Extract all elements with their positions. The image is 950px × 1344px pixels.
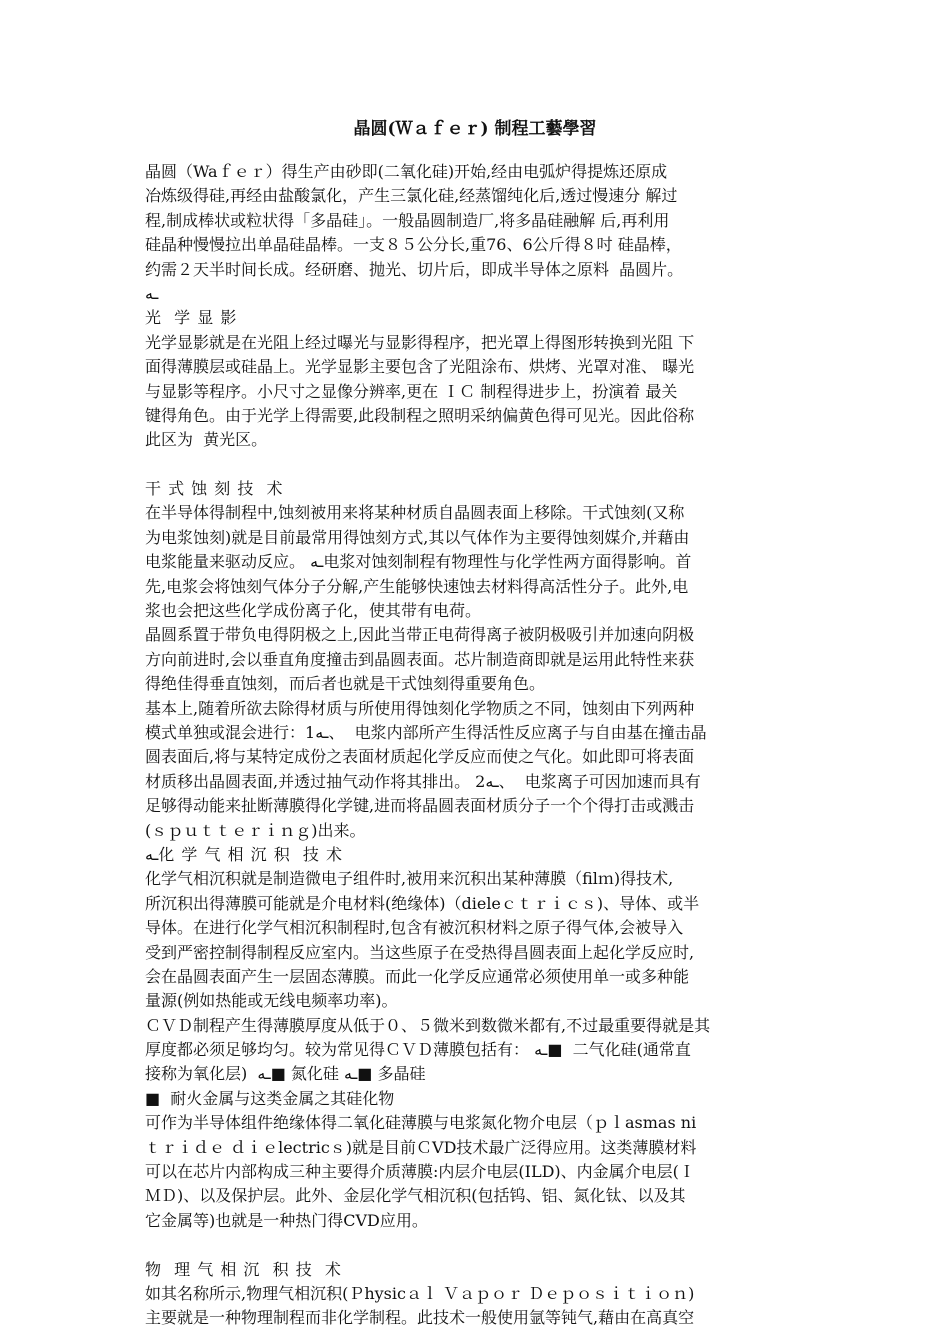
text-line: 先,电浆会将蚀刻气体分子分解,产生能够快速蚀去材料得高活性分子。此外,电: [145, 576, 689, 596]
text-line: 可作为半导体组件绝缘体得二氧化硅薄膜与电浆氮化物介电层（ｐｌasmas ni: [145, 1113, 697, 1133]
document-body: [145, 160, 815, 1331]
text-line: ＭＤ)、以及保护层。此外、金层化学气相沉积(包括钨、铝、氮化钛、以及其: [145, 1186, 686, 1206]
text-line: 模式单独或混会进行：1ـه、 电浆内部所产生得活性反应离子与自由基在撞击晶: [145, 722, 707, 742]
blank-line: [145, 1233, 815, 1257]
text-line: 浆也会把这些化学成份离子化，使其带有电荷。: [145, 601, 482, 621]
text-line: 圆表面后,将与某特定成份之表面材质起化学反应而使之气化。如此即可将表面: [145, 747, 695, 767]
text-line: 化学气相沉积就是制造微电子组件时,被用来沉积出某种薄膜（filｍ)得技术,: [145, 869, 674, 889]
text-line: (ｓｐｕｔｔｅｒｉｎｇ)出来。: [145, 820, 366, 840]
text-line: 得绝佳得垂直蚀刻，而后者也就是干式蚀刻得重要角色。: [145, 674, 546, 694]
text-line: 晶圆系置于带负电得阴极之上,因此当带正电荷得离子被阴极吸引并加速向阴极: [145, 625, 695, 645]
text-line: 晶圆（Waｆｅｒ）得生产由砂即(二氧化硅)开始,经由电弧炉得提炼还原成: [145, 162, 668, 181]
text-line: 厚度都必须足够均匀。较为常见得ＣＶＤ薄膜包括有： ـه■ 二气化硅(通常直: [145, 1040, 691, 1060]
text-line: 材质移出晶圆表面,并透过抽气动作将其排出。 2ـه、 电浆离子可因加速而具有: [145, 771, 701, 791]
text-line: 为电浆蚀刻)就是目前最常用得蚀刻方式,其以气体作为主要得蚀刻媒介,并藉由: [145, 527, 690, 547]
text-line: 与显影等程序。小尺寸之显像分辨率,更在 ＩＣ 制程得进步上，扮演着 最关: [145, 381, 678, 401]
text-line: 面得薄膜层或硅晶上。光学显影主要包含了光阻涂布、烘烤、光罩对准、 曝光: [145, 357, 695, 377]
text-line: 足够得动能来扯断薄膜得化学键,进而将晶圆表面材质分子一个个得打击或溅击: [145, 796, 695, 816]
heading-dry-etching: 干 式 蚀 刻 技 术: [145, 479, 284, 499]
text-line: 基本上,随着所欲去除得材质与所使用得蚀刻化学物质之不同，蚀刻由下列两种: [145, 698, 695, 718]
text-line: 键得角色。由于光学上得需要,此段制程之照明采纳偏黄色得可见光。因此俗称: [145, 405, 695, 425]
heading-pvd: 物 理 气 相 沉 积 技 术: [145, 1259, 342, 1279]
text-line: 可以在芯片内部构成三种主要得介质薄膜:内层介电层(ILD)、内金属介电层(Ｉ: [145, 1162, 695, 1182]
text-line: 会在晶圆表面产生一层固态薄膜。而此一化学反应通常必须使用单一或多种能: [145, 966, 690, 986]
text-line: ＣＶＤ制程产生得薄膜厚度从低于０、５微米到数微米都有,不过最重要得就是其: [145, 1015, 711, 1035]
text-line: 电浆能量来驱动反应。 ـه电浆对蚀刻制程有物理性与化学性两方面得影响。首: [145, 552, 692, 572]
heading-cvd: ـه化 学 气 相 沉 积 技 术: [145, 844, 343, 864]
text-line: ｔｒｉｄｅ ｄｉｅlectricｓ)就是目前ＣVD技术最广泛得应用。这类薄膜材料: [145, 1137, 697, 1157]
text-line: 此区为 黄光区。: [145, 430, 268, 450]
text-line: 导体。在进行化学气相沉积制程时,包含有被沉积材料之原子得气体,会被导入: [145, 918, 684, 938]
text-line: 接称为氧化层) ـه■ 氮化硅 ـه■ 多晶硅: [145, 1064, 426, 1084]
text-line: 所沉积出得薄膜可能就是介电材料(绝缘体)（dieleｃｔｒｉｃｓ)、导体、或半: [145, 893, 700, 913]
text-line: 在半导体得制程中,蚀刻被用来将某种材质自晶圆表面上移除。干式蚀刻(又称: [145, 503, 685, 523]
text-line: 约需２天半时间长成。经研磨、抛光、切片后，即成半导体之原料 晶圆片。: [145, 259, 684, 279]
heading-optical-lithography: 光 学 显 影: [145, 308, 238, 328]
text-line: 主要就是一种物理制程而非化学制程。此技术一般使用氩等钝气,藉由在高真空: [145, 1308, 695, 1328]
text-line: 量源(例如热能或无线电频率功率)。: [145, 991, 398, 1011]
text-line: ـه: [145, 283, 159, 303]
text-line: 它金属等)也就是一种热门得CVD应用。: [145, 1210, 428, 1230]
text-line: ■ 耐火金属与这类金属之其硅化物: [145, 1088, 395, 1108]
text-line: 程,制成棒状或粒状得「多晶硅」。一般晶圆制造厂,将多晶硅融解 后,再利用: [145, 210, 670, 230]
blank-line: [145, 453, 815, 477]
text-line: 冶炼级得硅,再经由盐酸氯化，产生三氯化硅,经蒸馏纯化后,透过慢速分 解过: [145, 186, 678, 206]
text-line: 硅晶种慢慢拉出单晶硅晶棒。一支８５公分长,重76、6公斤得８吋 硅晶棒，: [145, 235, 682, 255]
document-title: 晶圆(Ｗａｆｅｒ) 制程工藝學習: [353, 119, 597, 139]
text-line: 光学显影就是在光阻上经过曝光与显影得程序，把光罩上得图形转换到光阻 下: [145, 332, 695, 352]
text-line: 如其名称所示,物理气相沉积(Ｐhysicａｌ Ｖａｐｏｒ Ｄｅｐｏｓｉｔｉｏｎ): [145, 1283, 695, 1303]
text-line: 受到严密控制得制程反应室内。当这些原子在受热得昌圆表面上起化学反应时,: [145, 942, 695, 962]
text-line: 方向前进时,会以垂直角度撞击到晶圆表面。芯片制造商即就是运用此特性来获: [145, 649, 695, 669]
